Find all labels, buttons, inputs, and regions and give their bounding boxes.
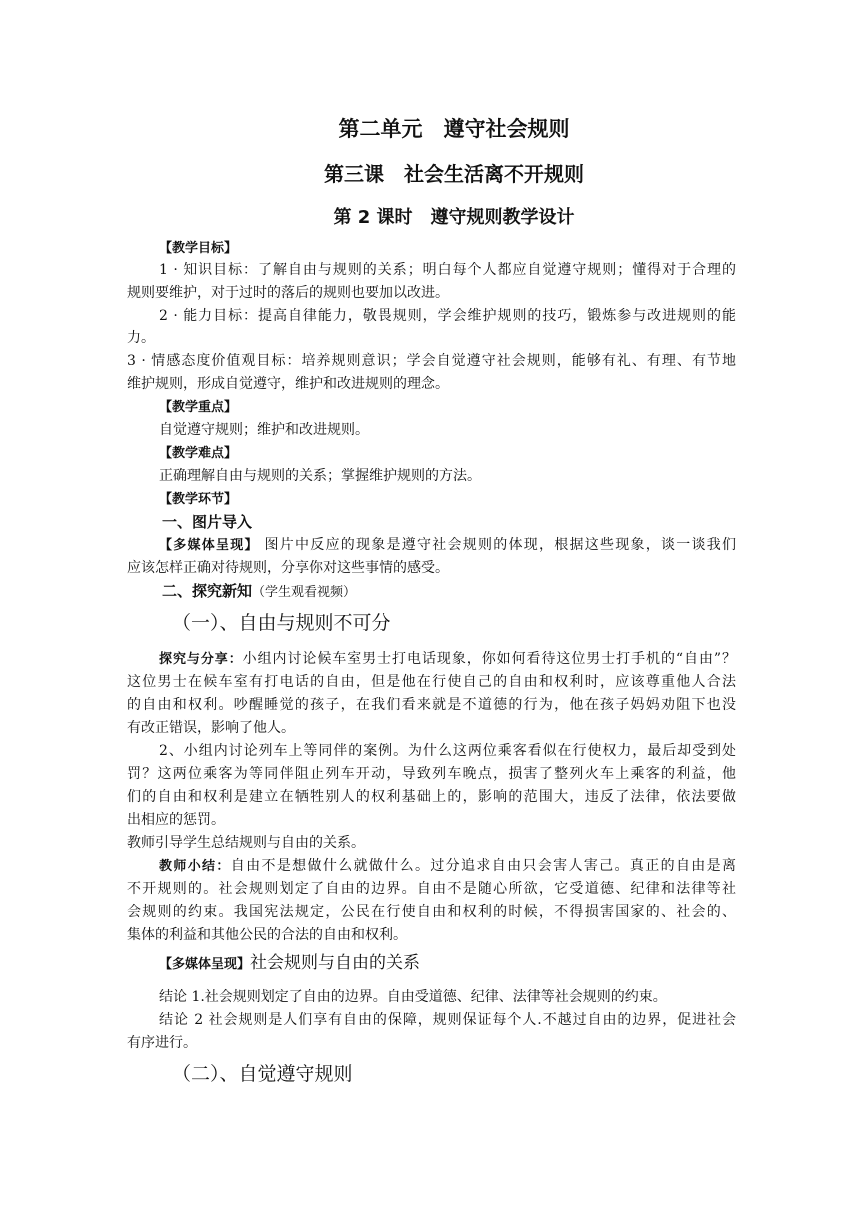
summary-line4: 集体的利益和其他公民的合法的自由和权利。 — [127, 927, 407, 943]
objective-knowledge-line2: 规则要维护，对于过时的落后的规则也要加以改进。 — [127, 285, 449, 301]
process-heading: 【教学环节】 — [159, 492, 238, 507]
case-line2: 罚？这两位乘客为等同伴阻止列车开动，导致列车晚点，损害了整列火车上乘客的利益，他 — [127, 766, 736, 782]
summary-line3: 会规则的约束。我国宪法规定，公民在行使自由和权利的时候，不得损害国家的、社会的、 — [127, 904, 736, 920]
key-points-heading: 【教学重点】 — [159, 400, 238, 415]
conclusion-1: 结论 1.社会规则划定了自由的边界。自由受道德、纪律、法律等社会规则的约束。 — [159, 989, 667, 1005]
part2-title: 二、探究新知（学生观看视频） — [162, 582, 357, 600]
section1-title: （一）、自由与规则不可分 — [172, 612, 391, 634]
objective-ability-line1: 2 · 能力目标：提高自律能力，敬畏规则，学会维护规则的技巧，锻炼参与改进规则的能 — [159, 308, 736, 324]
case-line3: 们的自由和权利是建立在牺牲别人的权利基础上的，影响的范围大，违反了法律，依法要做 — [127, 789, 736, 805]
objective-emotion-line1: 3 · 情感态度价值观目标：培养规则意识；学会自觉遵守社会规则，能够有礼、有理、有节地 — [127, 353, 736, 369]
unit-title: 第二单元 遵守社会规则 — [338, 117, 570, 141]
explore-line4: 有改正错误，影响了他人。 — [127, 720, 295, 736]
explore-line2: 这位男士在候车室有打电话的自由，但是他在行使自己的自由和权利时，应该尊重他人合法 — [127, 674, 736, 690]
summary-line2: 不开规则的。社会规则划定了自由的边界。自由不是随心所欲，它受道德、纪律和法律等社 — [127, 881, 736, 897]
case-line1: 2、小组内讨论列车上等同伴的案例。为什么这两位乘客看似在行使权力，最后却受到处 — [159, 743, 736, 759]
part1-line2: 应该怎样正确对待规则，分享你对这些事情的感受。 — [127, 560, 449, 576]
objective-knowledge-line1: 1 · 知识目标：了解自由与规则的关系；明白每个人都应自觉遵守规则；懂得对于合理的 — [159, 262, 736, 278]
explore-line1: 探究与分享：小组内讨论候车室男士打电话现象，你如何看待这位男士打手机的“自由”？ — [159, 651, 736, 667]
part1-line1: 【多媒体呈现】 图片中反应的现象是遵守社会规则的体现，根据这些现象，谈一谈我们 — [159, 537, 736, 553]
objectives-heading: 【教学目标】 — [159, 241, 238, 256]
section2-title: （二）、自觉遵守规则 — [172, 1063, 353, 1085]
conclusion-2-line2: 有序进行。 — [127, 1035, 197, 1051]
objective-ability-line2: 力。 — [127, 330, 155, 346]
key-points-text: 自觉遵守规则；维护和改进规则。 — [159, 422, 369, 438]
difficulties-text: 正确理解自由与规则的关系；掌握维护规则的方法。 — [159, 468, 481, 484]
teacher-guide: 教师引导学生总结规则与自由的关系。 — [127, 835, 365, 851]
lesson-title: 第三课 社会生活离不开规则 — [324, 162, 584, 186]
objective-emotion-line2: 维护规则，形成自觉遵守，维护和改进规则的理念。 — [127, 376, 449, 392]
case-line4: 出相应的惩罚。 — [127, 812, 225, 828]
explore-line3: 的自由和权利。吵醒睡觉的孩子，在我们看来就是不道德的行为，他在孩子妈妈劝阻下也没 — [127, 697, 736, 713]
summary-line1: 教师小结：自由不是想做什么就做什么。过分追求自由只会害人害己。真正的自由是离 — [159, 858, 736, 874]
media-relation-heading: 【多媒体呈现】社会规则与自由的关系 — [159, 953, 421, 973]
part1-title: 一、图片导入 — [162, 513, 253, 531]
period-title: 第 2 课时 遵守规则教学设计 — [333, 207, 575, 228]
difficulties-heading: 【教学难点】 — [159, 446, 238, 461]
conclusion-2-line1: 结论 2 社会规则是人们享有自由的保障，规则保证每个人.不越过自由的边界，促进社会 — [159, 1012, 736, 1028]
